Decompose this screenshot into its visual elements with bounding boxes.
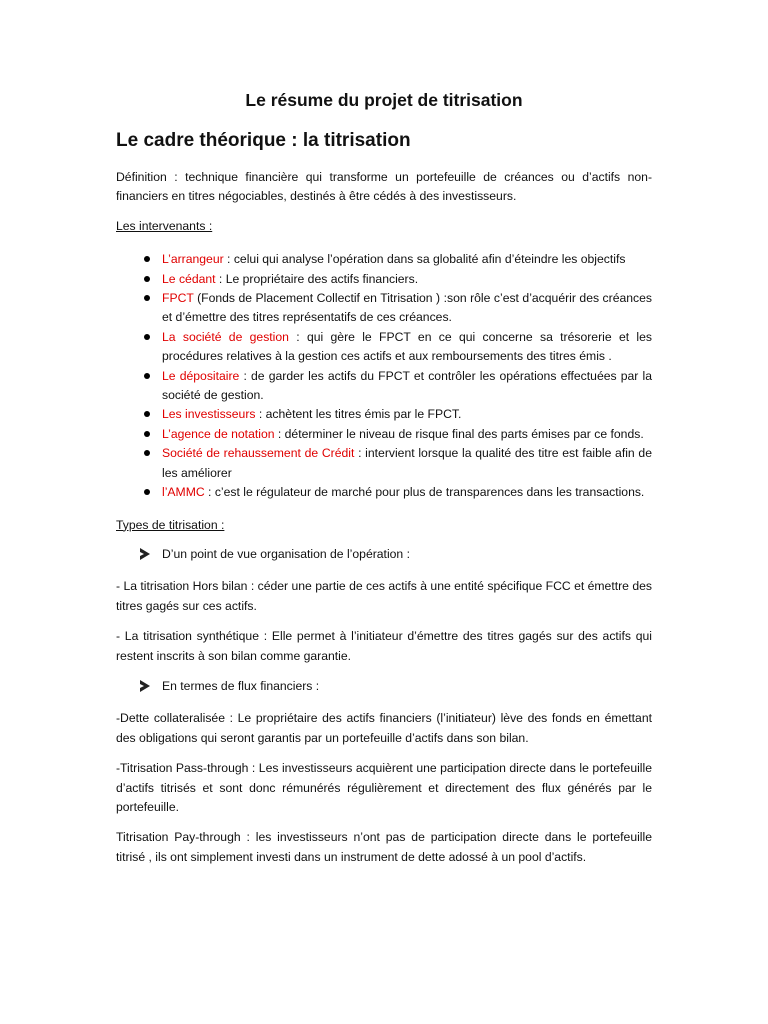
round-bullet-icon — [144, 489, 150, 495]
flux-heading: En termes de flux financiers : — [162, 678, 320, 693]
intervenant-item — [116, 425, 652, 444]
intervenant-description: : celui qui analyse l’opération dans sa globalité afin d’éteindre les objectifs — [223, 252, 626, 267]
intervenant-item — [116, 270, 652, 289]
intervenant-item — [116, 444, 652, 483]
intervenant-item — [116, 250, 652, 269]
organisation-heading: D’un point de vue organisation de l’opération : — [162, 546, 410, 561]
intervenant-description: : de garder les actifs du FPCT et contrôler les opérations effectuées par la société de gestion. — [162, 368, 652, 403]
intervenant-description: : déterminer le niveau de risque final des parts émises par ce fonds. — [274, 426, 644, 441]
round-bullet-icon — [144, 450, 150, 456]
round-bullet-icon — [144, 373, 150, 379]
pass-through-paragraph: -Titrisation Pass-through : Les investisseurs acquièrent une participation directe dans le portefeuille d’actifs titrisés et sont donc rémunérés régulièrement et directement des flux générés par le portefeuille. — [116, 761, 652, 814]
intervenant-item — [116, 289, 652, 328]
intervenant-description: : qui gère le FPCT en ce qui concerne sa trésorerie et les procédures relatives à la gestion ces actifs et aux remboursements des titres émis . — [162, 329, 652, 364]
round-bullet-icon — [144, 295, 150, 301]
intervenant-description: : c’est le régulateur de marché pour plus de transparences dans les transactions. — [204, 485, 645, 500]
intervenant-description: : Le propriétaire des actifs financiers. — [215, 271, 419, 286]
intervenant-term: L’agence de notation — [162, 426, 275, 441]
definition-paragraph: Définition : technique financière qui transforme un portefeuille de créances ou d’actifs non-financiers en titres négociables, destinés à être cédés à des investisseurs. — [116, 170, 652, 204]
types-heading: Types de titrisation : — [116, 517, 225, 532]
intervenant-description: : achètent les titres émis par le FPCT. — [255, 407, 462, 422]
intervenant-term: Le cédant — [162, 271, 216, 286]
intervenant-term: FPCT — [162, 291, 194, 306]
intervenant-term: L’arrangeur — [162, 252, 224, 267]
flux-heading-item — [116, 677, 652, 696]
round-bullet-icon — [144, 334, 150, 340]
intervenant-term: Société de rehaussement de Crédit — [162, 446, 355, 461]
round-bullet-icon — [144, 431, 150, 437]
hors-bilan-paragraph: - La titrisation Hors bilan : céder une partie de ces actifs à une entité spécifique FCC et émettre des titres gagés sur ces actifs. — [116, 579, 652, 613]
round-bullet-icon — [144, 256, 150, 262]
intervenant-description: : intervient lorsque la qualité des titre est faible afin de les améliorer — [162, 446, 652, 480]
intervenant-term: l’AMMC — [162, 485, 205, 500]
document-title: Le résume du projet de titrisation — [245, 90, 523, 110]
section-title: Le cadre théorique : la titrisation — [116, 130, 411, 151]
dette-collateralisee-paragraph: -Dette collateralisée : Le propriétaire des actifs financiers (l’initiateur) lève des fonds en émettant des obligations qui seront garantis par un portefeuille d’actifs dans son bilan. — [116, 711, 652, 745]
intervenant-term: La société de gestion — [162, 329, 289, 344]
intervenant-item — [116, 405, 652, 424]
intervenant-item — [116, 483, 652, 502]
intervenants-heading: Les intervenants : — [116, 218, 213, 233]
organisation-heading-item — [116, 545, 652, 564]
intervenant-term: Le dépositaire — [162, 368, 240, 383]
right-arrowhead-icon — [140, 680, 150, 692]
right-arrowhead-icon — [140, 548, 150, 560]
intervenant-item — [116, 328, 652, 367]
round-bullet-icon — [144, 411, 150, 417]
intervenant-item — [116, 367, 652, 406]
round-bullet-icon — [144, 276, 150, 282]
synthetique-paragraph: - La titrisation synthétique : Elle permet à l’initiateur d’émettre des titres gagés sur des actifs qui restent inscrits à son bilan comme garantie. — [116, 629, 652, 663]
intervenants-list — [116, 250, 652, 502]
pay-through-paragraph: Titrisation Pay-through : les investisseurs n’ont pas de participation directe dans le portefeuille titrisé , ils ont simplement investi dans un instrument de dette adossé à un pool d’actifs. — [116, 830, 652, 864]
intervenant-term: Les investisseurs — [162, 407, 256, 422]
intervenant-description: (Fonds de Placement Collectif en Titrisation ) :son rôle c’est d’acquérir des créances et d’émettre des titres représentatifs de ces créances. — [162, 291, 652, 325]
